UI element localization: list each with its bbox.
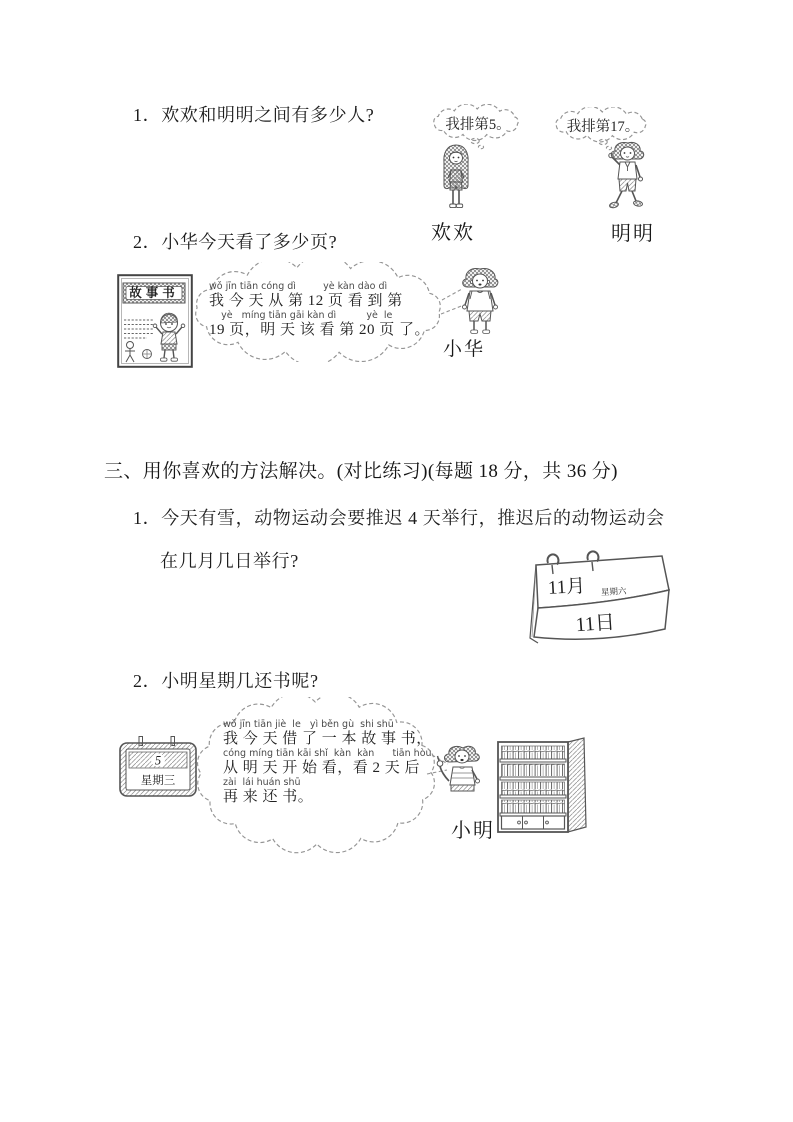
- bubble-hanzi-line: 再 来 还 书。: [223, 789, 314, 805]
- boy-xiaoming-illustration: [432, 745, 488, 813]
- bubble-pinyin-line: yè míng tiān gāi kàn dì yè le: [209, 310, 393, 321]
- girl-huanhuan-illustration: [441, 144, 471, 214]
- question-2-2-text: 2．小华今天看了多少页?: [133, 232, 338, 252]
- speech-bubble-xiaoming: [196, 697, 456, 855]
- calendar-month: 11月: [547, 575, 586, 599]
- wall-calendar-day: 5: [154, 753, 162, 768]
- bubble-hanzi-line: 我 今 天 从 第 12 页 看 到 第: [209, 293, 403, 309]
- question-3-1-line1: 1．今天有雪，动物运动会要推迟 4 天举行，推迟后的动物运动会: [133, 508, 665, 528]
- bubble-pinyin-line: wǒ jīn tiān jiè le yì běn gù shi shū: [223, 719, 394, 730]
- question-3-2-text: 2．小明星期几还书呢?: [133, 671, 319, 691]
- storybook-title: 故事书: [129, 286, 179, 300]
- wall-calendar-weekday: 星期三: [140, 775, 176, 787]
- question-2-1-text: 1．欢欢和明明之间有多少人?: [133, 105, 375, 125]
- calendar-weekday: 星期六: [600, 585, 627, 598]
- bubble-hanzi-line: 从 明 天 开 始 看，看 2 天 后: [223, 760, 421, 776]
- mingming-bubble-text: 我排第17。: [566, 119, 640, 135]
- flip-calendar-illustration: [524, 543, 674, 653]
- bubble-pinyin-line: zài lái huán shū: [223, 777, 301, 788]
- calendar-day: 11日: [574, 611, 616, 637]
- xiaohua-label: 小华: [443, 339, 486, 360]
- bubble-pinyin-line: wǒ jīn tiān cóng dì yè kàn dào dì: [209, 281, 388, 292]
- boy-mingming-illustration: [602, 141, 650, 215]
- section-three-heading: 三、用你喜欢的方法解决。(对比练习)(每题 18 分，共 36 分): [104, 461, 618, 482]
- bubble-hanzi-line: 19 页，明 天 该 看 第 20 页 了。: [209, 322, 431, 338]
- question-3-1-line2: 在几月几日举行?: [160, 551, 299, 571]
- bubble-hanzi-line: 我 今 天 借 了 一 本 故 事 书，: [223, 731, 432, 747]
- mingming-label: 明明: [611, 223, 655, 245]
- huanhuan-label: 欢欢: [431, 222, 475, 244]
- xiaohua-bubble-text: [209, 282, 430, 340]
- storybook-illustration: [117, 274, 193, 368]
- wall-calendar-illustration: [118, 736, 198, 798]
- bookshelf-illustration: [496, 737, 588, 837]
- huanhuan-bubble-text: 我排第5。: [445, 117, 511, 133]
- bubble-pinyin-line: cóng míng tiān kāi shǐ kàn kàn tiān hòu: [223, 748, 432, 759]
- boy-xiaohua-illustration: [455, 267, 505, 337]
- xiaoming-label: 小明: [451, 820, 495, 842]
- xiaoming-bubble-text: [223, 720, 432, 807]
- speech-bubble-xiaohua: [192, 262, 470, 362]
